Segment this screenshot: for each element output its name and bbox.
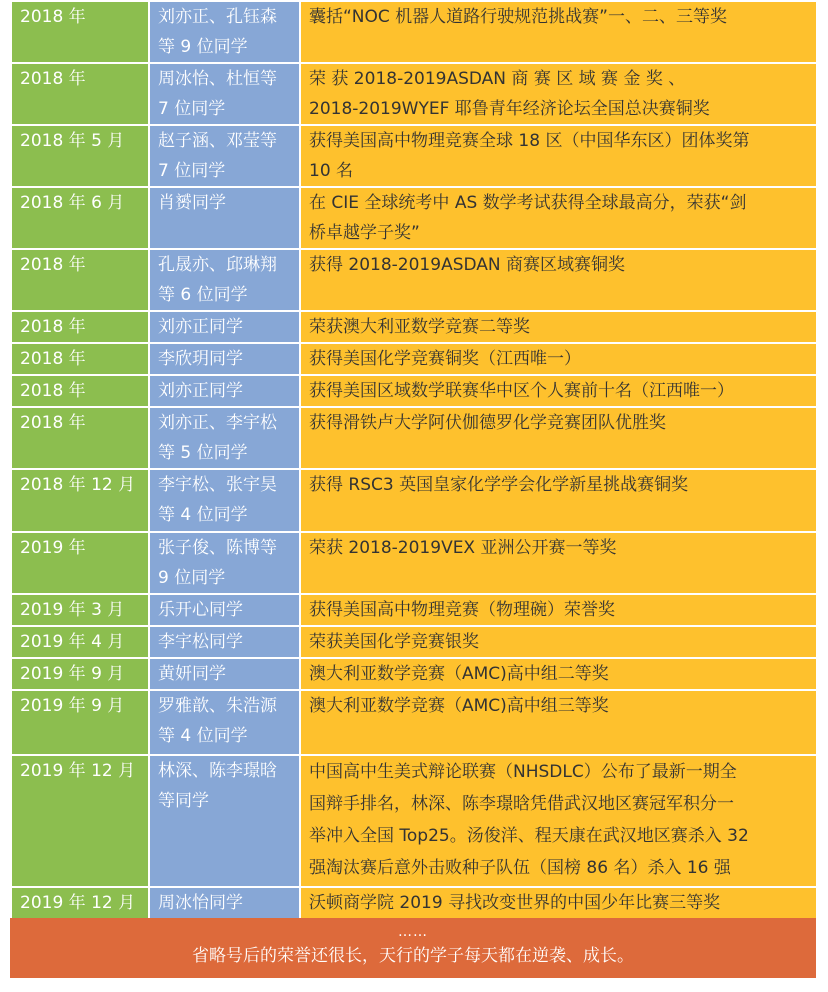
award-cell bbox=[300, 249, 817, 311]
award-line: 获得美国高中物理竞赛（物理碗）荣誉奖 bbox=[309, 600, 615, 620]
award-cell bbox=[300, 755, 817, 887]
people-cell bbox=[149, 407, 300, 469]
people-cell bbox=[149, 311, 300, 343]
people-line: 7 位同学 bbox=[158, 161, 226, 181]
people-line: 黄妍同学 bbox=[158, 664, 226, 684]
honors-table bbox=[10, 0, 818, 922]
award-cell bbox=[300, 1, 817, 63]
date-cell: 2019 年 9 月 bbox=[11, 658, 149, 690]
award-line: 桥卓越学子奖” bbox=[309, 223, 420, 243]
award-line: 强淘汰赛后意外击败种子队伍（国榜 86 名）杀入 16 强 bbox=[309, 858, 731, 878]
date-cell: 2018 年 5 月 bbox=[11, 125, 149, 187]
award-line: 举冲入全国 Top25。汤俊洋、程天康在武汉地区赛杀入 32 bbox=[309, 826, 749, 846]
award-cell bbox=[300, 187, 817, 249]
people-line: 李宇松同学 bbox=[158, 632, 243, 652]
people-line: 肖赟同学 bbox=[158, 193, 226, 213]
award-line: 荣获澳大利亚数学竞赛二等奖 bbox=[309, 317, 530, 337]
award-line: 获得滑铁卢大学阿伏伽德罗化学竞赛团队优胜奖 bbox=[309, 413, 666, 433]
people-line: 赵子涵、邓莹等 bbox=[158, 131, 277, 151]
table-row bbox=[11, 690, 817, 755]
date-cell: 2018 年 bbox=[11, 407, 149, 469]
people-cell bbox=[149, 532, 300, 594]
people-cell bbox=[149, 125, 300, 187]
date-cell: 2019 年 3 月 bbox=[11, 594, 149, 626]
people-line: 等 5 位同学 bbox=[158, 443, 248, 463]
award-cell bbox=[300, 375, 817, 407]
date-cell: 2019 年 12 月 bbox=[11, 755, 149, 887]
people-line: 等 4 位同学 bbox=[158, 726, 248, 746]
people-cell bbox=[149, 690, 300, 755]
award-line: 获得美国化学竞赛铜奖（江西唯一） bbox=[309, 349, 581, 369]
table-row bbox=[11, 187, 817, 249]
people-line: 等 6 位同学 bbox=[158, 285, 248, 305]
people-line: 周冰怡同学 bbox=[158, 893, 243, 913]
award-cell bbox=[300, 63, 817, 125]
award-line: 获得美国区域数学联赛华中区个人赛前十名（江西唯一） bbox=[309, 381, 734, 401]
table-row bbox=[11, 375, 817, 407]
footer-note: 省略号后的荣誉还很长，天行的学子每天都在逆袭、成长。 bbox=[192, 946, 634, 966]
date-cell: 2019 年 4 月 bbox=[11, 626, 149, 658]
award-cell bbox=[300, 594, 817, 626]
award-cell bbox=[300, 469, 817, 532]
people-line: 乐开心同学 bbox=[158, 600, 243, 620]
people-cell bbox=[149, 1, 300, 63]
table-row bbox=[11, 469, 817, 532]
table-row bbox=[11, 125, 817, 187]
date-cell: 2018 年 bbox=[11, 375, 149, 407]
people-line: 刘亦正同学 bbox=[158, 381, 243, 401]
people-line: 周冰怡、杜恒等 bbox=[158, 69, 277, 89]
date-cell: 2018 年 bbox=[11, 343, 149, 375]
date-cell: 2018 年 bbox=[11, 311, 149, 343]
people-cell bbox=[149, 375, 300, 407]
award-line: 获得 2018-2019ASDAN 商赛区域赛铜奖 bbox=[309, 255, 626, 275]
date-cell: 2018 年 bbox=[11, 249, 149, 311]
award-line: 国辩手排名，林深、陈李璟晗凭借武汉地区赛冠军积分一 bbox=[309, 794, 734, 814]
people-line: 李欣玥同学 bbox=[158, 349, 243, 369]
people-cell bbox=[149, 658, 300, 690]
table-row bbox=[11, 249, 817, 311]
award-cell bbox=[300, 407, 817, 469]
table-row bbox=[11, 343, 817, 375]
table-row bbox=[11, 407, 817, 469]
people-line: 张子俊、陈博等 bbox=[158, 538, 277, 558]
award-line: 获得美国高中物理竞赛全球 18 区（中国华东区）团体奖第 bbox=[309, 131, 750, 151]
people-line: 李宇松、张宇昊 bbox=[158, 475, 277, 495]
award-line: 在 CIE 全球统考中 AS 数学考试获得全球最高分，荣获“剑 bbox=[309, 193, 747, 213]
footer-banner bbox=[10, 918, 816, 978]
people-cell bbox=[149, 187, 300, 249]
people-cell bbox=[149, 626, 300, 658]
people-line: 等 9 位同学 bbox=[158, 37, 248, 57]
people-cell bbox=[149, 887, 300, 921]
award-line: 中国高中生美式辩论联赛（NHSDLC）公布了最新一期全 bbox=[309, 762, 737, 782]
award-cell bbox=[300, 311, 817, 343]
people-line: 刘亦正同学 bbox=[158, 317, 243, 337]
table-row bbox=[11, 658, 817, 690]
table-row bbox=[11, 311, 817, 343]
award-line: 荣获美国化学竞赛银奖 bbox=[309, 632, 479, 652]
people-line: 等同学 bbox=[158, 791, 209, 811]
people-cell bbox=[149, 594, 300, 626]
people-cell bbox=[149, 249, 300, 311]
award-cell bbox=[300, 658, 817, 690]
award-cell bbox=[300, 343, 817, 375]
award-line: 荣获 2018-2019VEX 亚洲公开赛一等奖 bbox=[309, 538, 617, 558]
award-line: 沃顿商学院 2019 寻找改变世界的中国少年比赛三等奖 bbox=[309, 893, 721, 913]
award-cell bbox=[300, 125, 817, 187]
people-cell bbox=[149, 343, 300, 375]
table-row bbox=[11, 1, 817, 63]
people-cell bbox=[149, 469, 300, 532]
date-cell: 2018 年 12 月 bbox=[11, 469, 149, 532]
award-cell bbox=[300, 887, 817, 921]
people-line: 9 位同学 bbox=[158, 568, 226, 588]
date-cell: 2019 年 9 月 bbox=[11, 690, 149, 755]
award-line: 2018-2019WYEF 耶鲁青年经济论坛全国总决赛铜奖 bbox=[309, 99, 710, 119]
ellipsis: …… bbox=[398, 924, 428, 940]
award-line: 获得 RSC3 英国皇家化学学会化学新星挑战赛铜奖 bbox=[309, 475, 689, 495]
award-line: 10 名 bbox=[309, 161, 354, 181]
people-cell bbox=[149, 755, 300, 887]
award-cell bbox=[300, 532, 817, 594]
date-cell: 2018 年 bbox=[11, 1, 149, 63]
table-row bbox=[11, 887, 817, 921]
people-line: 7 位同学 bbox=[158, 99, 226, 119]
award-cell bbox=[300, 690, 817, 755]
award-line: 囊括“NOC 机器人道路行驶规范挑战赛”一、二、三等奖 bbox=[309, 7, 727, 27]
award-line: 澳大利亚数学竞赛（AMC)高中组三等奖 bbox=[309, 696, 609, 716]
people-line: 罗雅歆、朱浩源 bbox=[158, 696, 277, 716]
date-cell: 2019 年 bbox=[11, 532, 149, 594]
date-cell: 2019 年 12 月 bbox=[11, 887, 149, 921]
award-line: 澳大利亚数学竞赛（AMC)高中组二等奖 bbox=[309, 664, 609, 684]
award-line: 荣 获 2018-2019ASDAN 商 赛 区 域 赛 金 奖 、 bbox=[309, 69, 686, 89]
people-line: 孔晟亦、邱琳翔 bbox=[158, 255, 277, 275]
people-line: 刘亦正、李宇松 bbox=[158, 413, 277, 433]
table-row bbox=[11, 755, 817, 887]
table-row bbox=[11, 594, 817, 626]
people-cell bbox=[149, 63, 300, 125]
award-cell bbox=[300, 626, 817, 658]
date-cell: 2018 年 6 月 bbox=[11, 187, 149, 249]
people-line: 等 4 位同学 bbox=[158, 505, 248, 525]
table-row bbox=[11, 626, 817, 658]
people-line: 刘亦正、孔钰森 bbox=[158, 7, 277, 27]
date-cell: 2018 年 bbox=[11, 63, 149, 125]
people-line: 林深、陈李璟晗 bbox=[158, 761, 277, 781]
table-row bbox=[11, 532, 817, 594]
table-row bbox=[11, 63, 817, 125]
